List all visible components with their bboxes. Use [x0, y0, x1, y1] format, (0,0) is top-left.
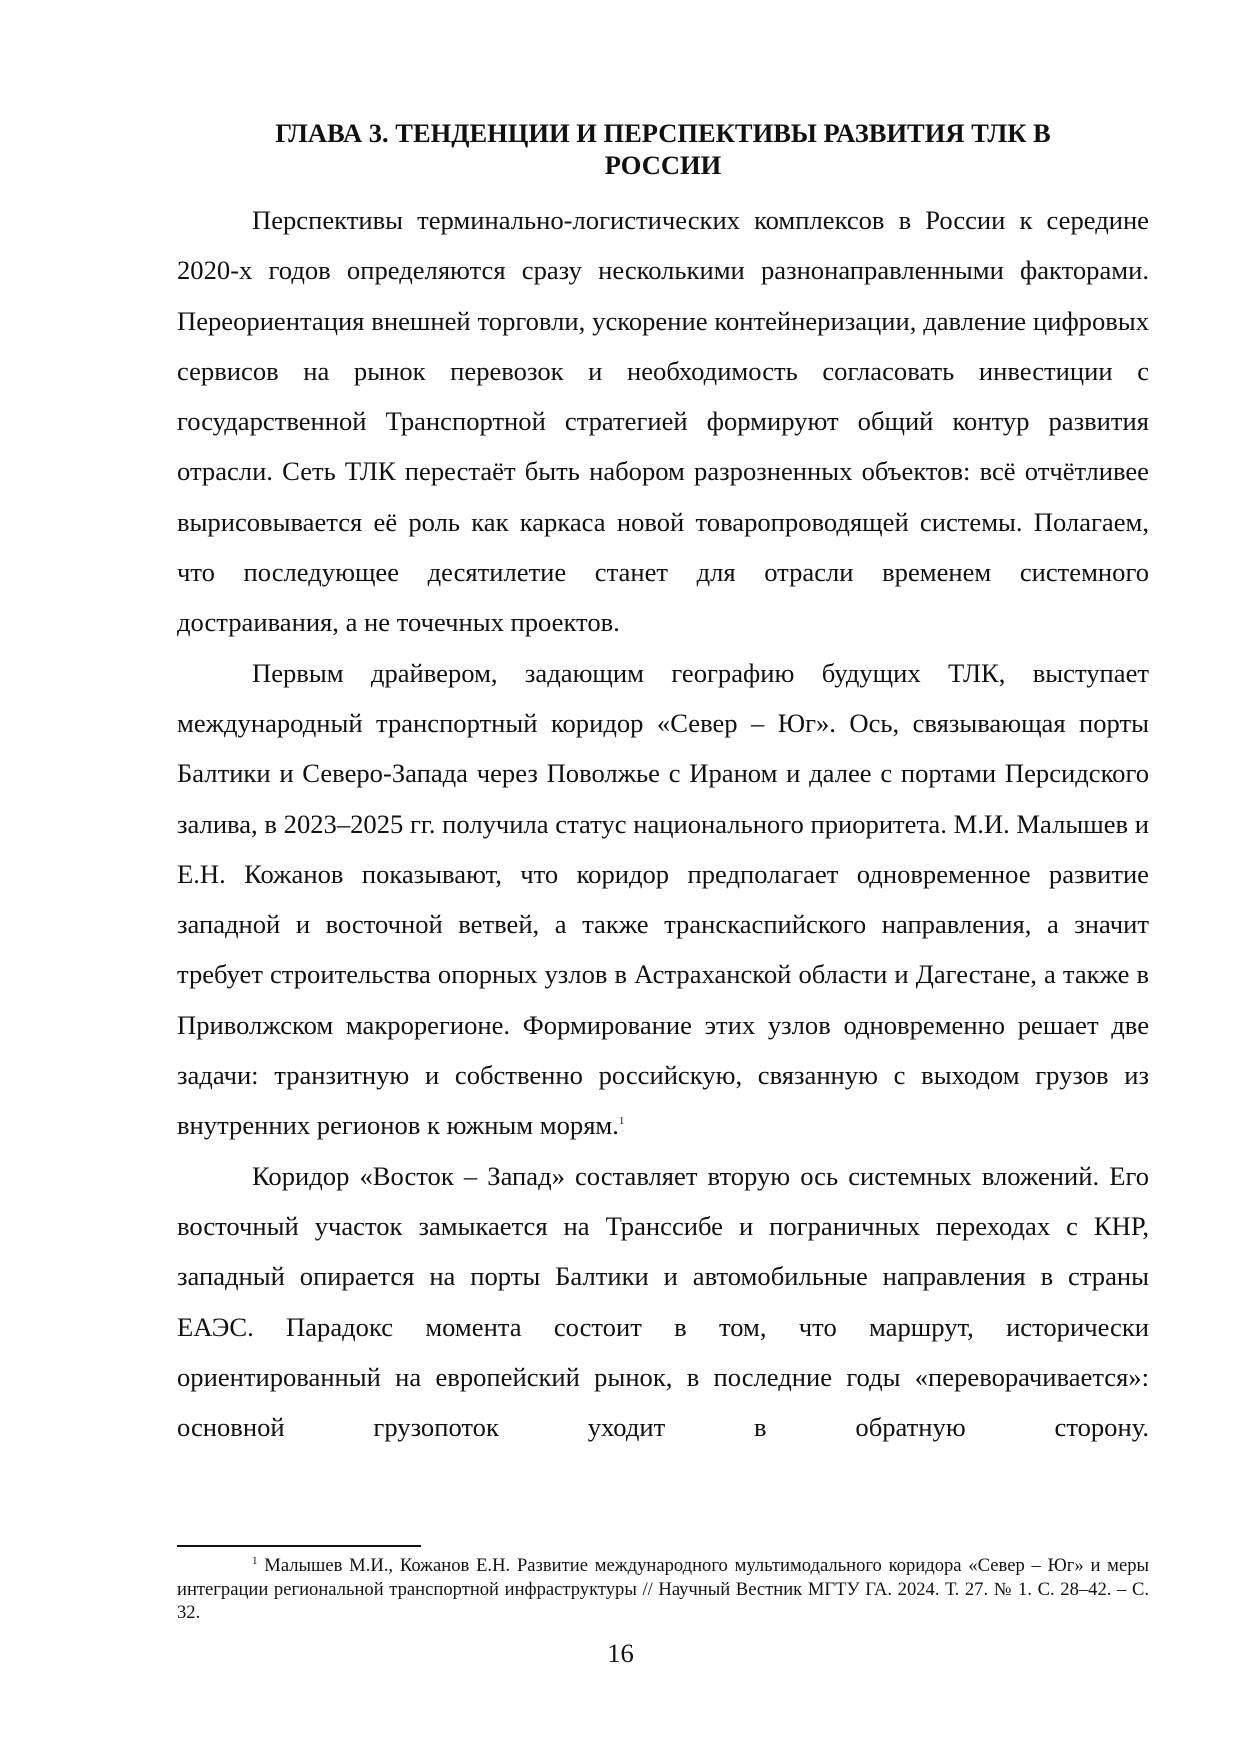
page-number: 16	[607, 1638, 634, 1668]
footnote	[177, 1554, 1149, 1625]
footnote-separator	[177, 1545, 421, 1547]
paragraph-3: Коридор «Восток – Запад» составляет вторую ось системных вложений. Его восточный участок замыкается на Транссибе и пограничных переходах с КНР, западный опирается на порты Балтики и автомобильные направления в страны ЕАЭС. Парадокс момента состоит в том, что маршрут, исторически ориентированный на европейский рынок, в последние годы «переворачивается»: основной грузопоток уходит в обратную сторону.	[177, 1160, 1149, 1443]
chapter-heading	[177, 117, 1149, 181]
footnote-reference[interactable]: 1	[618, 1115, 625, 1128]
footnote-text: Малышев М.И., Кожанов Е.Н. Развитие международного мультимодального коридора «Север – Юг» и меры интеграции региональной транспортной инфраструктуры // Научный Вестник МГТУ ГА. 2024. Т. 27. № 1. С. 28–42. – С. 32.	[177, 1555, 1149, 1623]
chapter-heading-line-1: ГЛАВА 3. ТЕНДЕНЦИИ И ПЕРСПЕКТИВЫ РАЗВИТИЯ ТЛК В	[275, 118, 1051, 148]
paragraph-1: Перспективы терминально-логистических комплексов в России к середине 2020-х годов определяются сразу несколькими разнонаправленными факторами. Переориентация внешней торговли, ускорение контейнеризации, давление цифровых сервисов на рынок перевозок и необходимость согласовать инвестиции с государственной Транспортной стратегией формируют общий контур развития отрасли. Сеть ТЛК перестаёт быть набором разрозненных объектов: всё отчётливее вырисовывается её роль как каркаса новой товаропроводящей системы. Полагаем, что последующее десятилетие станет для отрасли временем системного достраивания, а не точечных проектов.	[177, 205, 1149, 638]
body-text	[177, 195, 1149, 1452]
footnote-mark: 1	[252, 1554, 258, 1567]
paragraph-2-text: Первым драйвером, задающим географию будущих ТЛК, выступает международный транспортный коридор «Север – Юг». Ось, связывающая порты Балтики и Северо-Запада через Поволжье с Ираном и далее с портами Персидского залива, в 2023–2025 гг. получила статус национального приоритета. М.И. Малышев и Е.Н. Кожанов показывают, что коридор предполагает одновременное развитие западной и восточной ветвей, а также транскаспийского направления, а значит требует строительства опорных узлов в Астраханской области и Дагестане, а также в Приволжском макрорегионе. Формирование этих узлов одновременно решает две задачи: транзитную и собственно российскую, связанную с выходом грузов из внутренних регионов к южным морям.	[177, 657, 1149, 1141]
paragraph-2	[177, 648, 1149, 1151]
chapter-heading-line-2: РОССИИ	[604, 150, 722, 180]
